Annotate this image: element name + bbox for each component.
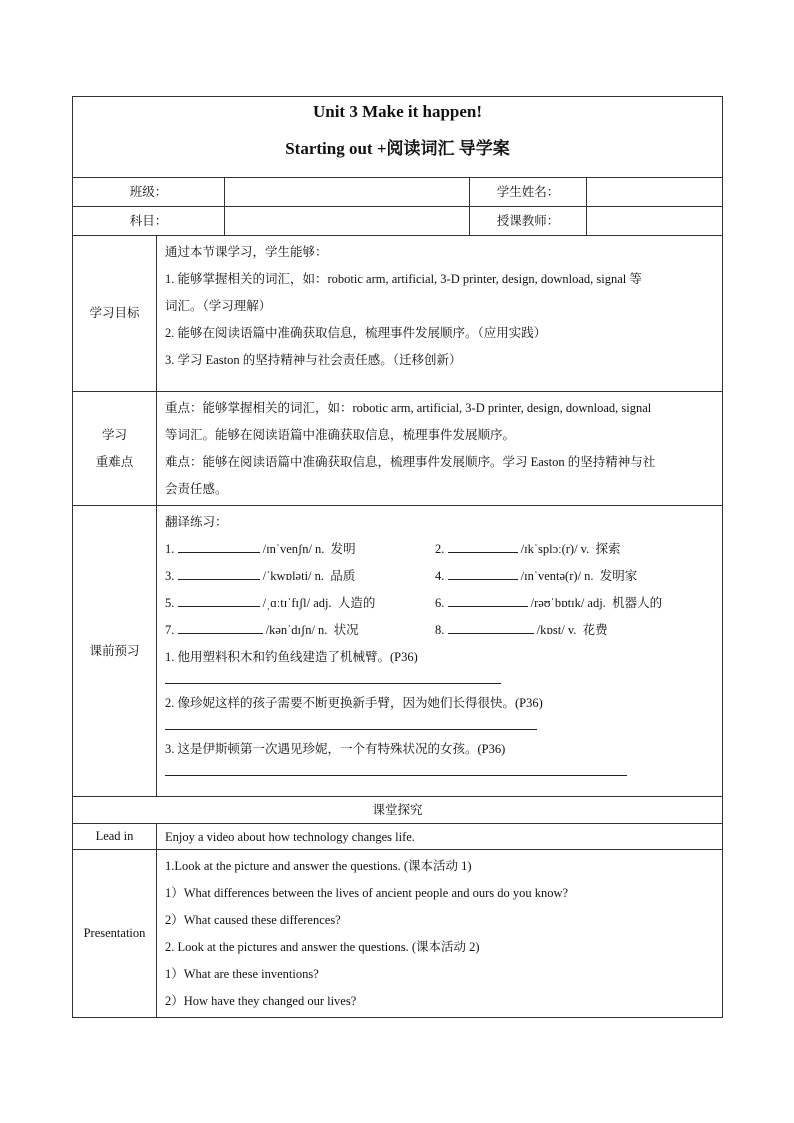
vocab-meaning: 品质 <box>330 569 356 583</box>
vocab-blank[interactable] <box>448 619 534 634</box>
lead-in-label: Lead in <box>73 824 157 850</box>
vocab-meaning: 人造的 <box>337 596 376 610</box>
goals-line: 通过本节课学习，学生能够： <box>165 245 328 259</box>
worksheet <box>72 96 722 1018</box>
vocab-phonetic: /ɪnˈvenʃn/ n. <box>262 542 325 556</box>
goals-line: 3. 学习 Easton 的坚持精神与社会责任感。（迁移创新） <box>165 353 462 367</box>
presentation-line: 2）How have they changed our lives? <box>165 994 357 1008</box>
vocab-phonetic: /ɪkˈsplɔː(r)/ v. <box>520 542 590 556</box>
goals-line: 2. 能够在阅读语篇中准确获取信息，梳理事件发展顺序。（应用实践） <box>165 326 547 340</box>
vocab-meaning: 状况 <box>333 623 359 637</box>
answer-line[interactable] <box>165 717 537 730</box>
goals-content <box>157 236 723 392</box>
vocab-number: 4. <box>435 569 445 583</box>
presentation-line: 1.Look at the picture and answer the questions. (课本活动 1) <box>165 859 472 873</box>
class-label: 班级： <box>73 178 225 207</box>
translation-sentence: 1. 他用塑料积木和钓鱼线建造了机械臂。(P36) <box>165 650 418 664</box>
vocab-phonetic: /ɪnˈventə(r)/ n. <box>520 569 594 583</box>
student-name-field[interactable] <box>587 178 723 207</box>
vocab-number: 1. <box>165 542 175 556</box>
vocab-row <box>165 590 716 617</box>
key-point-line: 会责任感。 <box>165 482 228 496</box>
vocab-row <box>165 617 716 644</box>
answer-line[interactable] <box>165 763 627 776</box>
vocab-row <box>165 536 716 563</box>
presentation-line: 1）What differences between the lives of ancient people and ours do you know? <box>165 886 569 900</box>
presentation-content <box>157 850 723 1018</box>
teacher-label: 授课教师： <box>470 207 587 236</box>
vocab-meaning: 发明家 <box>599 569 638 583</box>
classroom-heading: 课堂探究 <box>73 797 723 824</box>
page-title: Unit 3 Make it happen! <box>312 102 483 121</box>
class-field[interactable] <box>225 178 470 207</box>
vocab-row <box>165 563 716 590</box>
vocab-number: 8. <box>435 623 445 637</box>
key-point-line: 等词汇。能够在阅读语篇中准确获取信息，梳理事件发展顺序。 <box>165 428 516 442</box>
preview-row <box>73 506 723 797</box>
goals-row <box>73 236 723 392</box>
goals-line: 词汇。（学习理解） <box>165 299 272 313</box>
vocab-number: 5. <box>165 596 175 610</box>
vocab-phonetic: /ˌɑːtɪˈfɪʃl/ adj. <box>262 596 332 610</box>
vocab-blank[interactable] <box>178 538 260 553</box>
vocab-phonetic: /kɒst/ v. <box>536 623 577 637</box>
vocab-meaning: 机器人的 <box>612 596 663 610</box>
vocab-number: 2. <box>435 542 445 556</box>
presentation-row <box>73 850 723 1018</box>
subject-field[interactable] <box>225 207 470 236</box>
vocab-phonetic: /rəʊˈbɒtɪk/ adj. <box>530 596 606 610</box>
teacher-field[interactable] <box>587 207 723 236</box>
vocab-blank[interactable] <box>178 565 260 580</box>
vocab-blank[interactable] <box>448 538 518 553</box>
goals-line: 1. 能够掌握相关的词汇，如：robotic arm, artificial, 3-D printer, design, download, signal 等 <box>165 272 642 286</box>
vocab-number: 6. <box>435 596 445 610</box>
key-points-content <box>157 392 723 506</box>
vocab-phonetic: /ˈkwɒləti/ n. <box>262 569 325 583</box>
lead-in-text: Enjoy a video about how technology changes life. <box>157 824 723 850</box>
vocab-number: 7. <box>165 623 175 637</box>
vocab-blank[interactable] <box>178 619 263 634</box>
page-subtitle: Starting out +阅读词汇 导学案 <box>285 139 510 159</box>
presentation-label: Presentation <box>73 850 157 1018</box>
vocab-number: 3. <box>165 569 175 583</box>
key-points-label-2: 重难点 <box>95 454 134 469</box>
worksheet-table <box>72 96 723 1018</box>
lead-in-row <box>73 824 723 850</box>
translation-sentence: 3. 这是伊斯顿第一次遇见珍妮，一个有特殊状况的女孩。(P36) <box>165 742 506 756</box>
presentation-line: 1）What are these inventions? <box>165 967 319 981</box>
info-row-1 <box>73 178 723 207</box>
presentation-line: 2. Look at the pictures and answer the questions. (课本活动 2) <box>165 940 480 954</box>
key-points-label <box>73 392 157 506</box>
key-points-label-1: 学习 <box>101 427 127 442</box>
goals-label: 学习目标 <box>73 236 157 392</box>
vocab-meaning: 发明 <box>330 542 356 556</box>
vocab-blank[interactable] <box>448 592 528 607</box>
answer-line[interactable] <box>165 671 501 684</box>
student-name-label: 学生姓名： <box>470 178 587 207</box>
subject-label: 科目： <box>73 207 225 236</box>
vocab-phonetic: /kənˈdɪʃn/ n. <box>265 623 328 637</box>
info-row-2 <box>73 207 723 236</box>
key-point-line: 重点：能够掌握相关的词汇，如：robotic arm, artificial, 3-D printer, design, download, signal <box>165 401 652 415</box>
vocab-meaning: 花费 <box>582 623 608 637</box>
preview-heading: 翻译练习： <box>165 515 228 529</box>
translation-sentence: 2. 像珍妮这样的孩子需要不断更换新手臂，因为她们长得很快。(P36) <box>165 696 543 710</box>
preview-content <box>157 506 723 797</box>
key-points-row <box>73 392 723 506</box>
presentation-line: 2）What caused these differences? <box>165 913 341 927</box>
title-cell <box>73 97 723 178</box>
key-point-line: 难点：能够在阅读语篇中准确获取信息，梳理事件发展顺序。学习 Easton 的坚持精神与社 <box>165 455 656 469</box>
vocab-blank[interactable] <box>448 565 518 580</box>
vocab-blank[interactable] <box>178 592 260 607</box>
preview-label: 课前预习 <box>73 506 157 797</box>
vocab-meaning: 探索 <box>595 542 621 556</box>
classroom-heading-row <box>73 797 723 824</box>
title-row <box>73 97 723 178</box>
